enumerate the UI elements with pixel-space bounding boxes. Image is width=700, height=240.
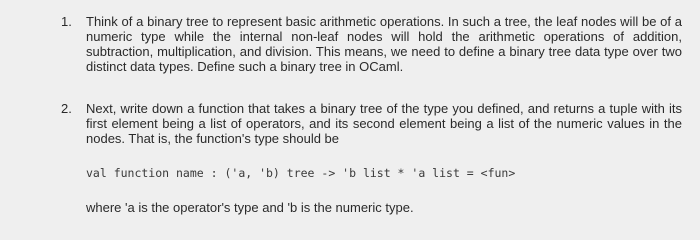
type-signature-code: val function name : ('a, 'b) tree -> 'b list * 'a list = <fun> [86,166,516,180]
question-text: Next, write down a function that takes a binary tree of the type you defined, and returns a tuple with its first element being a list of operators, and its second element being a list of the numeric values in the nodes. That is, the function's type should be [86,101,682,146]
followup-text: where 'a is the operator's type and 'b is the numeric type. [86,200,414,215]
question-text: Think of a binary tree to represent basic arithmetic operations. In such a tree, the leaf nodes will be of a numeric type while the internal non-leaf nodes will hold the arithmetic operations of addition, subtraction, multiplication, and division. This means, we need to define a binary tree data type over two distinct data types. Define such a binary tree in OCaml. [86,14,682,74]
question-number: 2. [61,101,72,116]
question-number: 1. [61,14,72,29]
